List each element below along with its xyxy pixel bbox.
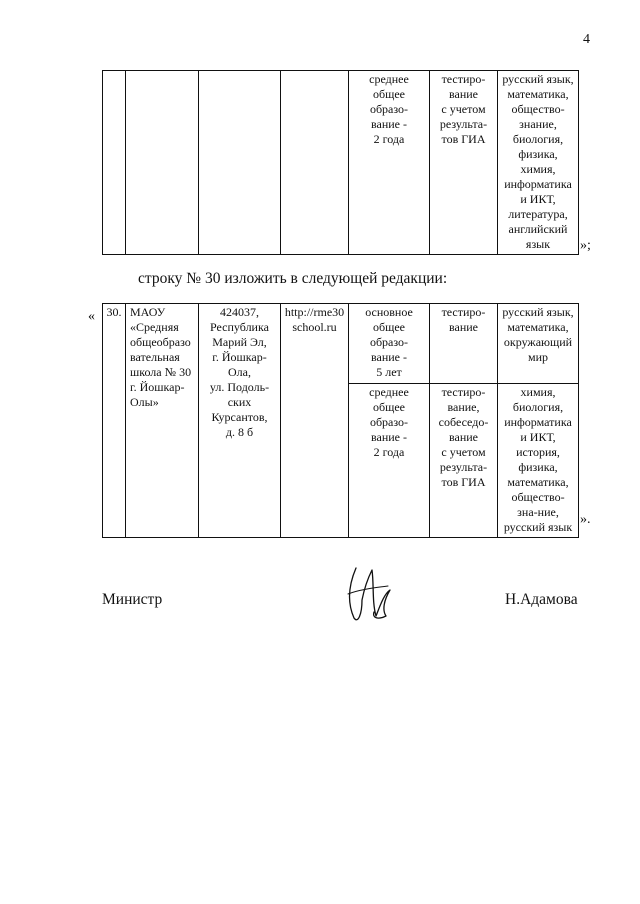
- cell-name: [126, 71, 199, 255]
- signatory-name: Н.Адамова: [505, 591, 578, 608]
- cell-test-form: тестиро- вание: [430, 304, 498, 384]
- cell-education-level: основное общее образо- вание - 5 лет: [349, 304, 430, 384]
- cell-site: http://rme30 school.ru: [281, 304, 349, 538]
- cell-subjects: русский язык, математика, общество- знание, биология, физика, химия, информатика и ИКТ, литература, английский язык: [498, 71, 579, 255]
- handwritten-signature: [328, 560, 408, 630]
- page-number: 4: [583, 32, 590, 47]
- cell-number: 30.: [103, 304, 126, 538]
- cell-address: [199, 71, 281, 255]
- cell-subjects: химия, биология, информатика и ИКТ, история, физика, математика, общество- зна-ние, русский язык: [498, 384, 579, 538]
- closing-mark-2: ».: [580, 512, 591, 527]
- cell-site: [281, 71, 349, 255]
- cell-test-form: тестиро- вание, собеседо- вание с учетом результа- тов ГИА: [430, 384, 498, 538]
- closing-mark-1: »;: [580, 238, 591, 253]
- intro-text: строку № 30 изложить в следующей редакции:: [138, 270, 448, 287]
- cell-test-form: тестиро- вание с учетом результа- тов ГИА: [430, 71, 498, 255]
- table-continuation: [102, 70, 579, 255]
- cell-subjects: русский язык, математика, окружающий мир: [498, 304, 579, 384]
- cell-education-level: среднее общее образо- вание - 2 года: [349, 384, 430, 538]
- opening-mark: «: [88, 309, 95, 324]
- cell-address: 424037, Республика Марий Эл, г. Йошкар- Ола, ул. Подоль- ских Курсантов, д. 8 б: [199, 304, 281, 538]
- signatory-title: Министр: [102, 591, 163, 608]
- cell-number: [103, 71, 126, 255]
- table-row: [103, 71, 579, 255]
- table-row-30: [102, 303, 579, 538]
- cell-name: МАОУ «Средняя общеобразо вательная школа № 30 г. Йошкар- Олы»: [126, 304, 199, 538]
- table-row: [103, 304, 579, 384]
- cell-education-level: среднее общее образо- вание - 2 года: [349, 71, 430, 255]
